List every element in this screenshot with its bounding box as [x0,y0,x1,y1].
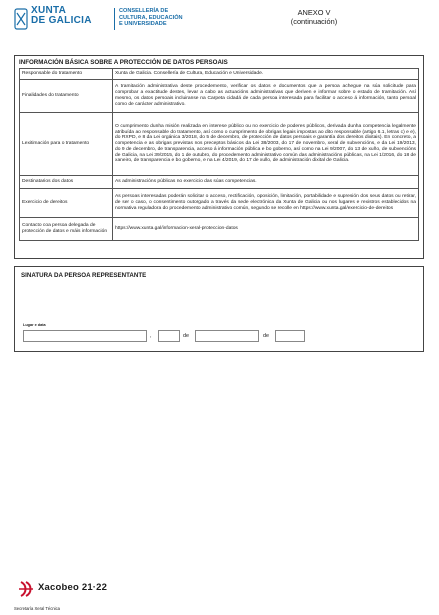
header-divider [114,8,115,30]
row-label: Exercicio de dereitos [20,189,113,218]
data-protection-section [14,55,424,259]
row-value: A tramitación administrativa deste procedemento, verificar os datos e documentos que a persoa achegue na súa solicitude para comprobar a exactitude destes, levar a cabo as actuacións administrativas que deriven e informar sobre o estado de tramitación. Así mesmo, os datos persoais incluiranse na Carpeta cidadá de cada persoa interesada para facilitar o acceso á información, tanto persoal como de carácter administrativo. [113,80,419,113]
dept-line3: E UNIVERSIDADE [119,21,167,28]
place-input[interactable] [23,330,147,342]
row-label: Responsable do tratamento [20,69,113,80]
xunta-shield-icon [14,8,28,30]
signature-section [14,266,424,352]
place-date-label: Lugar e data [23,323,46,327]
table-row [20,176,419,189]
row-label: Contacto coa persoa delegada de protección de datos e máis información [20,218,113,241]
annex-label [264,8,364,26]
row-label: Finalidades do tratamento [20,80,113,113]
annex-subtitle: (continuación) [290,17,338,26]
section-title: INFORMACIÓN BÁSICA SOBRE A PROTECCIÓN DE DATOS PERSOAIS [19,59,228,66]
dept-line1: CONSELLERÍA DE [119,8,169,14]
table-row [20,80,419,113]
row-value: O cumprimento dunha misión realizada en interese público ou no exercicio de poderes públicos, derivada dunha competencia legalmente atribuída ao responsable do tratamento, así como o cumprimento de obrigas legais impostas ao dito responsable (artigo 6.1, letras c) e e), do RXPD, e 8 da Lei orgánica 3/2018, do 5 de decembro, de protección de datos persoais e garantía dos dereitos dixitais). En concreto, a competencia e as obrigas previstas nos preceptos básicos da Lei 38/2003, do 17 de novembro, xeral de subvencións, e da Lei 19/2013, do 9 de decembro, de transparencia, acceso á información pública e bo goberno, así como na Lei 9/2007, do 13 de xuño, de subvencións de Galicia, na Lei 39/2015, do 1 de outubro, do procedemento administrativo común das administracións públicas, na Lei 1/2016, do 18 de xaneiro, de transparencia e bo goberno, e na Lei 4/2019, do 17 de xullo, de administración dixital de Galicia. [113,113,419,176]
day-input[interactable] [158,330,180,342]
row-value: Xunta de Galicia. Consellería de Cultura, Educación e Universidade. [113,69,419,80]
table-row [20,69,419,80]
logo-line1: XUNTA [31,5,67,16]
footer-secretaria: Secretaría Xeral Técnica [14,606,61,611]
annex-title: ANEXO V [297,8,331,17]
row-label: Destinatarios dos datos [20,176,113,189]
row-label: Lexitimación para o tratamento [20,113,113,176]
year-input[interactable] [275,330,305,342]
table-row [20,113,419,176]
row-value: As administracións públicas no exercicio das súas competencias. [113,176,419,189]
logo-line2: DE GALICIA [31,15,92,26]
xacobeo-text: Xacobeo 21·22 [38,582,108,593]
xacobeo-logo [18,580,148,600]
row-value: https://www.xunta.gal/informacion-xeral-proteccion-datos [113,218,419,241]
row-value: As persoas interesadas poderán solicitar o acceso, rectificación, oposición, limitación, portabilidade e supresión dos seus datos ou retirar, de ser o caso, o consentimento outorgado a través da sede electrónica da Xunta de Galicia ou nos lugares e rexistros establecidos na normativa reguladora do procedemento administrativo común, segundo se recolle en https://www.xunta.gal/exercicio-de-dereitos [113,189,419,218]
de-separator: de [263,333,269,339]
month-input[interactable] [195,330,259,342]
data-protection-table [19,68,419,241]
signature-title: SINATURA DA PERSOA REPRESENTANTE [21,272,147,279]
xunta-logo [14,6,114,34]
xacobeo-symbol-icon [18,580,34,598]
table-row [20,218,419,241]
xunta-logo-text [31,6,92,26]
dept-line2: CULTURA, EDUCACIÓN [119,14,183,21]
department-name [119,8,183,28]
de-separator: de [183,333,189,339]
table-row [20,189,419,218]
document-header [14,6,429,36]
comma-separator: , [150,333,152,339]
